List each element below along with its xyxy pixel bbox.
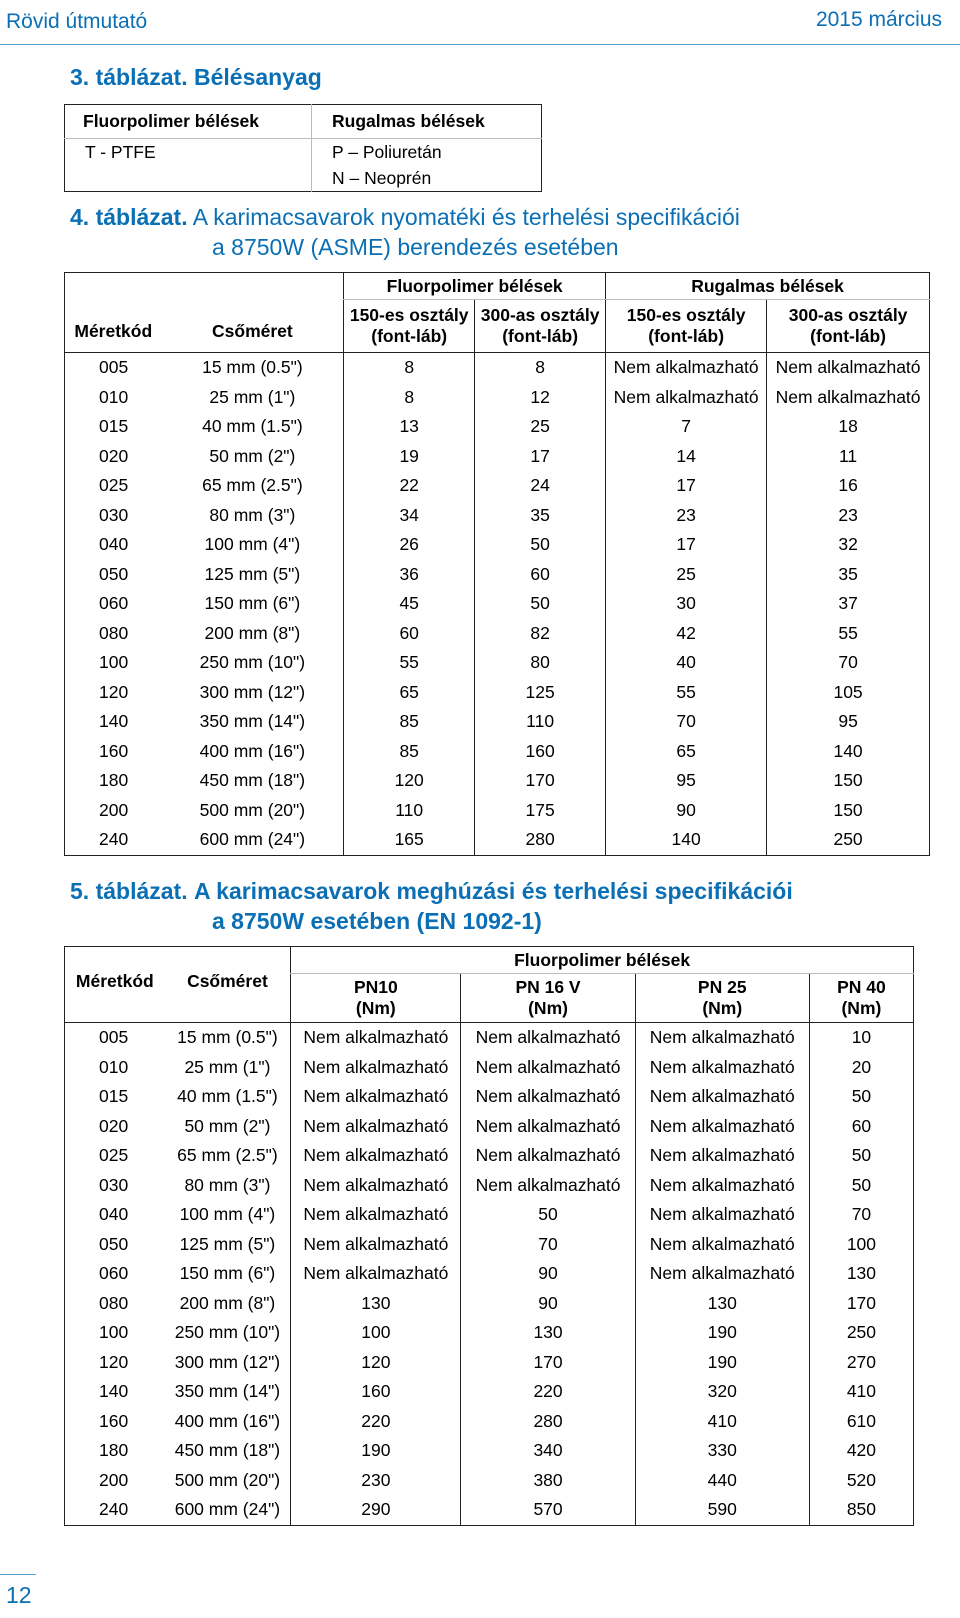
value-cell: 230 xyxy=(291,1466,461,1496)
size-code-cell: 120 xyxy=(99,681,129,702)
value-cell: 410 xyxy=(635,1407,809,1437)
table-row xyxy=(65,678,930,708)
pipe-size-cell: 450 mm (18") xyxy=(199,770,306,791)
value-cell: 25 xyxy=(606,560,767,590)
table-row xyxy=(65,707,930,737)
pipe-size-cell: 150 mm (6") xyxy=(179,1263,276,1284)
value-cell: 60 xyxy=(809,1112,913,1142)
size-code-cell: 020 xyxy=(99,445,129,466)
value-cell: 65 xyxy=(344,678,475,708)
header-pipe-size: Csőméret xyxy=(212,321,293,341)
table5-caption-line1: A karimacsavarok meghúzási és terhelési specifikációi xyxy=(194,878,793,904)
size-code-cell: 010 xyxy=(99,386,129,407)
torque-en1092-table xyxy=(64,946,914,1526)
value-cell: Nem alkalmazható xyxy=(767,353,930,383)
table-row xyxy=(65,619,930,649)
value-cell: 35 xyxy=(475,501,606,531)
value-cell: 50 xyxy=(809,1141,913,1171)
value-cell: Nem alkalmazható xyxy=(635,1141,809,1171)
table5-caption-number: 5. táblázat. xyxy=(70,878,188,904)
value-cell: 150 xyxy=(767,796,930,826)
value-cell: 34 xyxy=(344,501,475,531)
value-cell: Nem alkalmazható xyxy=(635,1023,809,1053)
value-cell: 82 xyxy=(475,619,606,649)
value-cell: 13 xyxy=(344,412,475,442)
value-cell: Nem alkalmazható xyxy=(291,1230,461,1260)
pipe-size-cell: 50 mm (2") xyxy=(209,445,296,466)
table-row xyxy=(65,796,930,826)
table-cell: T - PTFE xyxy=(65,139,312,166)
value-cell: 165 xyxy=(344,825,475,855)
size-code-cell: 005 xyxy=(65,353,162,383)
table-row xyxy=(65,383,930,413)
value-cell: Nem alkalmazható xyxy=(635,1112,809,1142)
table-row xyxy=(65,1377,914,1407)
value-cell: 120 xyxy=(344,766,475,796)
value-cell: 85 xyxy=(344,737,475,767)
header-class300-fluoro xyxy=(475,300,606,353)
value-cell: 26 xyxy=(344,530,475,560)
value-cell: Nem alkalmazható xyxy=(606,383,767,413)
value-cell: Nem alkalmazható xyxy=(461,1053,635,1083)
table-row xyxy=(65,737,930,767)
header-unit: (font-láb) xyxy=(648,326,725,346)
value-cell: 55 xyxy=(606,678,767,708)
header-divider xyxy=(0,44,960,45)
table-row xyxy=(65,471,930,501)
value-cell: 90 xyxy=(606,796,767,826)
value-cell: 130 xyxy=(809,1259,913,1289)
lining-material-table xyxy=(64,104,542,192)
header-line: PN 40 xyxy=(837,977,886,997)
header-elastomer: Rugalmas bélések xyxy=(312,105,542,139)
value-cell: 90 xyxy=(461,1259,635,1289)
value-cell: 55 xyxy=(344,648,475,678)
header-unit: (Nm) xyxy=(528,998,568,1018)
size-code-cell: 200 xyxy=(99,799,129,820)
pipe-size-cell: 40 mm (1.5") xyxy=(202,416,303,437)
value-cell: 440 xyxy=(635,1466,809,1496)
value-cell: Nem alkalmazható xyxy=(767,383,930,413)
pipe-size-cell: 50 mm (2") xyxy=(184,1115,271,1136)
value-cell: 340 xyxy=(461,1436,635,1466)
value-cell: 570 xyxy=(461,1495,635,1525)
value-cell: 170 xyxy=(475,766,606,796)
value-cell: 35 xyxy=(767,560,930,590)
table-row xyxy=(65,501,930,531)
table-row xyxy=(65,1141,914,1171)
value-cell: Nem alkalmazható xyxy=(635,1200,809,1230)
table-row xyxy=(65,353,930,383)
header-pn40 xyxy=(809,974,913,1023)
size-code-cell: 200 xyxy=(99,1469,129,1490)
size-code-cell: 010 xyxy=(99,1056,129,1077)
value-cell: 50 xyxy=(475,589,606,619)
value-cell: Nem alkalmazható xyxy=(461,1112,635,1142)
table-row xyxy=(65,165,542,192)
pipe-size-cell: 250 mm (10") xyxy=(199,652,306,673)
table-cell: P – Poliuretán xyxy=(332,141,442,162)
value-cell: 125 xyxy=(475,678,606,708)
table-row xyxy=(65,825,930,855)
table-row xyxy=(65,1289,914,1319)
pipe-size-cell: 25 mm (1") xyxy=(209,386,296,407)
pipe-size-cell: 500 mm (20") xyxy=(174,1469,281,1490)
value-cell: 95 xyxy=(606,766,767,796)
value-cell: 70 xyxy=(461,1230,635,1260)
table-row xyxy=(65,442,930,472)
size-code-cell: 030 xyxy=(99,504,129,525)
torque-en1092-body xyxy=(65,1023,914,1526)
table-row xyxy=(65,1318,914,1348)
value-cell: Nem alkalmazható xyxy=(291,1259,461,1289)
value-cell: 95 xyxy=(767,707,930,737)
pipe-size-cell: 200 mm (8") xyxy=(204,622,301,643)
value-cell: 170 xyxy=(809,1289,913,1319)
value-cell: 105 xyxy=(767,678,930,708)
value-cell: 50 xyxy=(475,530,606,560)
value-cell: 60 xyxy=(475,560,606,590)
torque-asme-table xyxy=(64,272,930,856)
pipe-size-cell: 200 mm (8") xyxy=(179,1292,276,1313)
table-row xyxy=(65,1171,914,1201)
page-number: 12 xyxy=(6,1582,32,1608)
header-unit: (font-láb) xyxy=(502,326,579,346)
size-code-cell: 005 xyxy=(65,1023,165,1053)
value-cell: Nem alkalmazható xyxy=(291,1200,461,1230)
value-cell: 16 xyxy=(767,471,930,501)
header-line: PN 16 V xyxy=(515,977,581,997)
value-cell: 520 xyxy=(809,1466,913,1496)
table-cell xyxy=(65,165,312,192)
size-code-cell: 020 xyxy=(99,1115,129,1136)
pipe-size-cell: 450 mm (18") xyxy=(174,1440,281,1461)
size-code-cell: 050 xyxy=(99,1233,129,1254)
value-cell: 610 xyxy=(809,1407,913,1437)
pipe-size-cell: 350 mm (14") xyxy=(199,711,306,732)
table3-caption-title: Bélésanyag xyxy=(194,64,322,90)
size-code-cell: 160 xyxy=(99,740,129,761)
header-pn10 xyxy=(291,974,461,1023)
table-row xyxy=(65,412,930,442)
value-cell: 175 xyxy=(475,796,606,826)
pipe-size-cell: 400 mm (16") xyxy=(199,740,306,761)
value-cell: 18 xyxy=(767,412,930,442)
header-pipe-size: Csőméret xyxy=(187,971,268,991)
value-cell: 70 xyxy=(809,1200,913,1230)
value-cell: 30 xyxy=(606,589,767,619)
table-row xyxy=(65,560,930,590)
value-cell: Nem alkalmazható xyxy=(635,1259,809,1289)
value-cell: 25 xyxy=(475,412,606,442)
value-cell: 45 xyxy=(344,589,475,619)
size-code-cell: 030 xyxy=(99,1174,129,1195)
table-row xyxy=(65,1436,914,1466)
table5-caption-line2: a 8750W esetében (EN 1092-1) xyxy=(212,908,542,934)
size-code-cell: 060 xyxy=(99,593,129,614)
value-cell: 290 xyxy=(291,1495,461,1525)
table-row xyxy=(65,589,930,619)
value-cell: 19 xyxy=(344,442,475,472)
value-cell: 220 xyxy=(291,1407,461,1437)
size-code-cell: 015 xyxy=(99,416,129,437)
size-code-cell: 040 xyxy=(99,534,129,555)
value-cell: 130 xyxy=(635,1289,809,1319)
value-cell: Nem alkalmazható xyxy=(291,1082,461,1112)
pipe-size-cell: 65 mm (2.5") xyxy=(202,475,303,496)
value-cell: 60 xyxy=(344,619,475,649)
value-cell: 12 xyxy=(475,383,606,413)
table4-caption-line2: a 8750W (ASME) berendezés esetében xyxy=(212,234,619,260)
value-cell: 250 xyxy=(767,825,930,855)
pipe-size-cell: 65 mm (2.5") xyxy=(177,1145,278,1166)
value-cell: 40 xyxy=(606,648,767,678)
size-code-cell: 040 xyxy=(99,1204,129,1225)
header-elastomer-group: Rugalmas bélések xyxy=(606,273,930,300)
value-cell: 420 xyxy=(809,1436,913,1466)
header-unit: (font-láb) xyxy=(371,326,448,346)
size-code-cell: 180 xyxy=(99,1440,129,1461)
value-cell: 37 xyxy=(767,589,930,619)
table-row xyxy=(65,766,930,796)
table-row xyxy=(65,530,930,560)
value-cell: 20 xyxy=(809,1053,913,1083)
header-pn16v xyxy=(461,974,635,1023)
pipe-size-cell: 15 mm (0.5") xyxy=(165,1023,291,1053)
value-cell: 280 xyxy=(475,825,606,855)
value-cell: 42 xyxy=(606,619,767,649)
value-cell: 190 xyxy=(635,1348,809,1378)
pipe-size-cell: 600 mm (24") xyxy=(174,1499,281,1520)
value-cell: 130 xyxy=(461,1318,635,1348)
header-fluoropolymer: Fluorpolimer bélések xyxy=(65,105,312,139)
value-cell: 24 xyxy=(475,471,606,501)
value-cell: 65 xyxy=(606,737,767,767)
table-row xyxy=(65,1053,914,1083)
pipe-size-cell: 25 mm (1") xyxy=(184,1056,271,1077)
value-cell: 160 xyxy=(475,737,606,767)
value-cell: 250 xyxy=(809,1318,913,1348)
value-cell: Nem alkalmazható xyxy=(606,353,767,383)
value-cell: 380 xyxy=(461,1466,635,1496)
value-cell: 17 xyxy=(606,530,767,560)
table-row xyxy=(65,1023,914,1053)
size-code-cell: 140 xyxy=(99,711,129,732)
value-cell: 7 xyxy=(606,412,767,442)
size-code-cell: 160 xyxy=(99,1410,129,1431)
pipe-size-cell: 250 mm (10") xyxy=(174,1322,281,1343)
table-row xyxy=(65,1112,914,1142)
value-cell: 140 xyxy=(606,825,767,855)
table-row xyxy=(65,1495,914,1525)
size-code-cell: 025 xyxy=(99,1145,129,1166)
size-code-cell: 050 xyxy=(99,563,129,584)
header-line: 300-as osztály xyxy=(480,305,600,325)
header-size-code: Méretkód xyxy=(74,321,153,341)
value-cell: 80 xyxy=(475,648,606,678)
table5-caption xyxy=(70,876,793,936)
size-code-cell: 060 xyxy=(99,1263,129,1284)
value-cell: 32 xyxy=(767,530,930,560)
value-cell: Nem alkalmazható xyxy=(291,1023,461,1053)
value-cell: 8 xyxy=(475,353,606,383)
pipe-size-cell: 125 mm (5") xyxy=(204,563,301,584)
value-cell: 85 xyxy=(344,707,475,737)
value-cell: 17 xyxy=(475,442,606,472)
value-cell: Nem alkalmazható xyxy=(635,1053,809,1083)
value-cell: 23 xyxy=(767,501,930,531)
table3-caption-number: 3. táblázat. xyxy=(70,64,188,90)
value-cell: 70 xyxy=(606,707,767,737)
value-cell: Nem alkalmazható xyxy=(291,1112,461,1142)
table-row xyxy=(65,1230,914,1260)
value-cell: 330 xyxy=(635,1436,809,1466)
table-row xyxy=(65,648,930,678)
size-code-cell: 100 xyxy=(99,652,129,673)
value-cell: 70 xyxy=(767,648,930,678)
value-cell: 190 xyxy=(635,1318,809,1348)
value-cell: 8 xyxy=(344,383,475,413)
header-class150-elastomer xyxy=(606,300,767,353)
value-cell: 410 xyxy=(809,1377,913,1407)
pipe-size-cell: 500 mm (20") xyxy=(199,799,306,820)
header-pn25 xyxy=(635,974,809,1023)
value-cell: 17 xyxy=(606,471,767,501)
header-class300-elastomer xyxy=(767,300,930,353)
header-class150-fluoro xyxy=(344,300,475,353)
pipe-size-cell: 100 mm (4") xyxy=(179,1204,276,1225)
value-cell: 850 xyxy=(809,1495,913,1525)
header-line: PN10 xyxy=(353,977,398,997)
size-code-cell: 080 xyxy=(99,1292,129,1313)
value-cell: 55 xyxy=(767,619,930,649)
pipe-size-cell: 350 mm (14") xyxy=(174,1381,281,1402)
table-row xyxy=(65,1348,914,1378)
size-code-cell: 240 xyxy=(99,829,129,850)
document-title: Rövid útmutató xyxy=(6,10,148,33)
value-cell: Nem alkalmazható xyxy=(461,1023,635,1053)
value-cell: 140 xyxy=(767,737,930,767)
value-cell: Nem alkalmazható xyxy=(461,1082,635,1112)
value-cell: 22 xyxy=(344,471,475,501)
table-row xyxy=(65,1200,914,1230)
value-cell: 130 xyxy=(291,1289,461,1319)
size-code-cell: 140 xyxy=(99,1381,129,1402)
table4-caption-line1: A karimacsavarok nyomatéki és terhelési specifikációi xyxy=(192,204,740,230)
value-cell: 50 xyxy=(461,1200,635,1230)
value-cell: 110 xyxy=(475,707,606,737)
value-cell: Nem alkalmazható xyxy=(635,1230,809,1260)
value-cell: 320 xyxy=(635,1377,809,1407)
table-row xyxy=(65,139,542,166)
header-unit: (Nm) xyxy=(841,998,882,1018)
value-cell: 160 xyxy=(291,1377,461,1407)
value-cell: 220 xyxy=(461,1377,635,1407)
table-row xyxy=(65,1407,914,1437)
header-line: 150-es osztály xyxy=(626,305,746,325)
value-cell: 280 xyxy=(461,1407,635,1437)
value-cell: 11 xyxy=(767,442,930,472)
pipe-size-cell: 40 mm (1.5") xyxy=(177,1086,278,1107)
value-cell: 10 xyxy=(809,1023,913,1053)
value-cell: 120 xyxy=(291,1348,461,1378)
value-cell: Nem alkalmazható xyxy=(291,1141,461,1171)
value-cell: 150 xyxy=(767,766,930,796)
header-line: PN 25 xyxy=(697,977,747,997)
header-fluoropolymer-group: Fluorpolimer bélések xyxy=(291,947,914,974)
header-size-code: Méretkód xyxy=(75,971,154,991)
header-fluoropolymer-group: Fluorpolimer bélések xyxy=(344,273,606,300)
value-cell: 590 xyxy=(635,1495,809,1525)
value-cell: Nem alkalmazható xyxy=(635,1171,809,1201)
header-unit: (Nm) xyxy=(702,998,743,1018)
pipe-size-cell: 100 mm (4") xyxy=(204,534,301,555)
header-unit: (Nm) xyxy=(355,998,396,1018)
value-cell: 170 xyxy=(461,1348,635,1378)
size-code-cell: 240 xyxy=(99,1499,129,1520)
pipe-size-cell: 400 mm (16") xyxy=(174,1410,281,1431)
value-cell: Nem alkalmazható xyxy=(291,1171,461,1201)
table4-caption xyxy=(70,202,740,262)
pipe-size-cell: 150 mm (6") xyxy=(204,593,301,614)
header-line: 300-as osztály xyxy=(788,305,908,325)
value-cell: 23 xyxy=(606,501,767,531)
pipe-size-cell: 600 mm (24") xyxy=(199,829,306,850)
pipe-size-cell: 80 mm (3") xyxy=(209,504,296,525)
value-cell: Nem alkalmazható xyxy=(635,1082,809,1112)
footer-divider xyxy=(0,1574,36,1575)
pipe-size-cell: 80 mm (3") xyxy=(184,1174,271,1195)
size-code-cell: 180 xyxy=(99,770,129,791)
value-cell: 110 xyxy=(344,796,475,826)
value-cell: 90 xyxy=(461,1289,635,1319)
value-cell: Nem alkalmazható xyxy=(291,1053,461,1083)
header-line: 150-es osztály xyxy=(349,305,469,325)
pipe-size-cell: 125 mm (5") xyxy=(179,1233,276,1254)
value-cell: 100 xyxy=(809,1230,913,1260)
value-cell: 14 xyxy=(606,442,767,472)
value-cell: 50 xyxy=(809,1171,913,1201)
value-cell: Nem alkalmazható xyxy=(461,1141,635,1171)
table3-caption xyxy=(70,62,322,92)
value-cell: Nem alkalmazható xyxy=(461,1171,635,1201)
table-row xyxy=(65,1466,914,1496)
pipe-size-cell: 15 mm (0.5") xyxy=(162,353,344,383)
pipe-size-cell: 300 mm (12") xyxy=(174,1351,281,1372)
value-cell: 270 xyxy=(809,1348,913,1378)
document-date: 2015 március xyxy=(815,8,942,31)
table-row xyxy=(65,1082,914,1112)
value-cell: 50 xyxy=(809,1082,913,1112)
table-cell: N – Neoprén xyxy=(332,167,432,188)
size-code-cell: 080 xyxy=(99,622,129,643)
pipe-size-cell: 300 mm (12") xyxy=(199,681,306,702)
table-row xyxy=(65,1259,914,1289)
size-code-cell: 120 xyxy=(99,1351,129,1372)
value-cell: 190 xyxy=(291,1436,461,1466)
torque-asme-body xyxy=(65,353,930,856)
header-unit: (font-láb) xyxy=(810,326,886,346)
value-cell: 100 xyxy=(291,1318,461,1348)
size-code-cell: 015 xyxy=(99,1086,129,1107)
size-code-cell: 025 xyxy=(99,475,129,496)
value-cell: 8 xyxy=(344,353,475,383)
table4-caption-number: 4. táblázat. xyxy=(70,204,188,230)
size-code-cell: 100 xyxy=(99,1322,129,1343)
value-cell: 36 xyxy=(344,560,475,590)
